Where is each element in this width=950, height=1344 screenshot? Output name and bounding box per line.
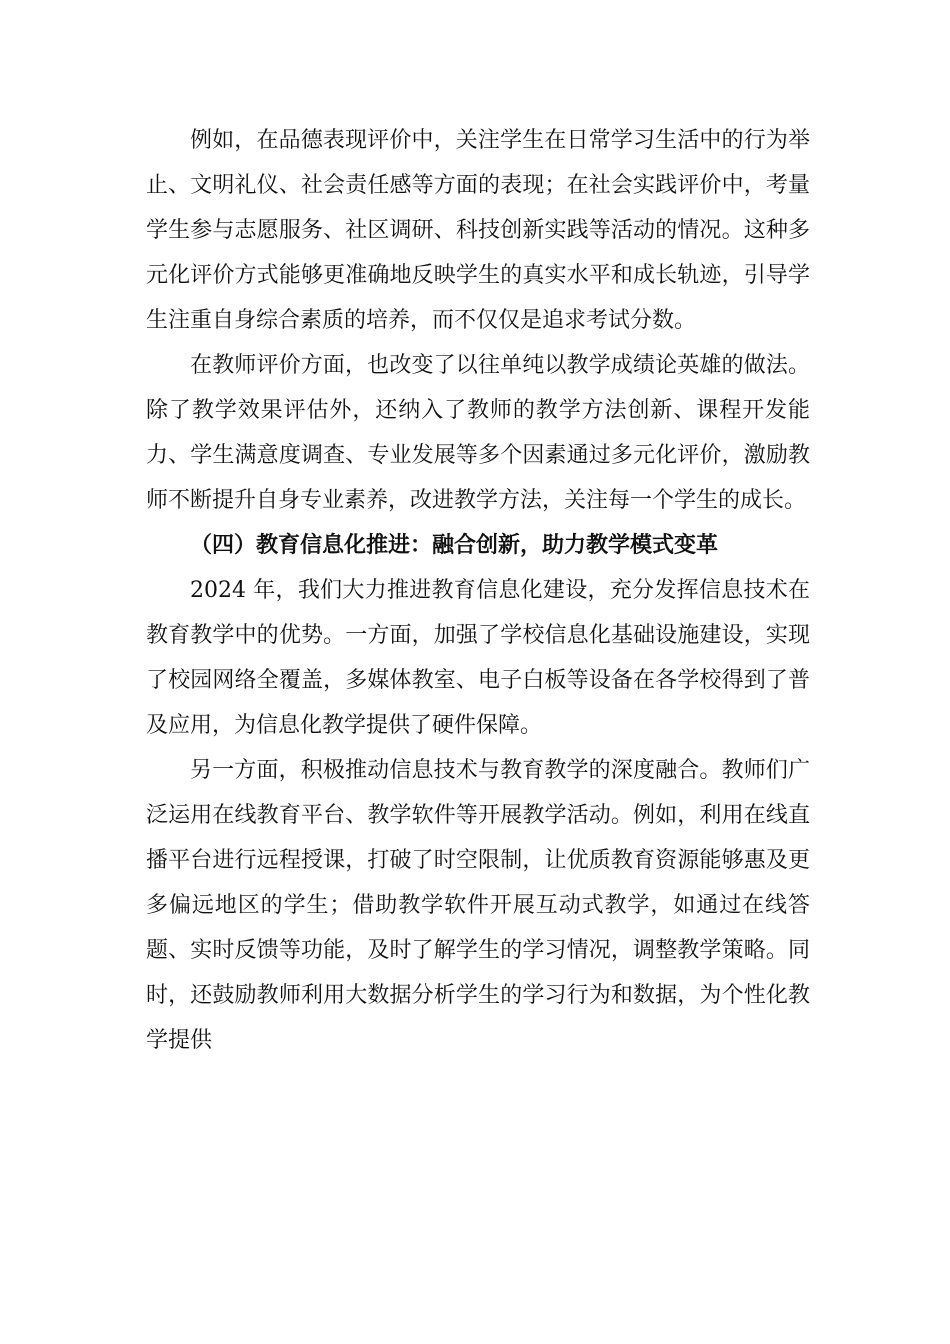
paragraph-student-evaluation: 例如，在品德表现评价中，关注学生在日常学习生活中的行为举止、文明礼仪、社会责任感等方面的表现；在社会实践评价中，考量学生参与志愿服务、社区调研、科技创新实践等活动的情况。这种多元化评价方式能够更准确地反映学生的真实水平和成长轨迹，引导学生注重自身综合素质的培养，而不仅仅是追求考试分数。 [146, 128, 810, 333]
section-heading: （四）教育信息化推进：融合创新，助力教学模式变革 [190, 532, 719, 558]
paragraph-teacher-evaluation: 在教师评价方面，也改变了以往单纯以教学成绩论英雄的做法。除了教学效果评估外，还纳入了教师的教学方法创新、课程开发能力、学生满意度调查、专业发展等多个因素通过多元化评价，激励教师不断提升自身专业素养，改进教学方法，关注每一个学生的成长。 [146, 353, 810, 513]
paragraph-infrastructure: 2024 年，我们大力推进教育信息化建设，充分发挥信息技术在教育教学中的优势。一方面，加强了学校信息化基础设施建设，实现了校园网络全覆盖，多媒体教室、电子白板等设备在各学校得到了普及应用，为信息化教学提供了硬件保障。 [146, 578, 810, 738]
document-body [146, 118, 810, 1063]
paragraph-integration: 另一方面，积极推动信息技术与教育教学的深度融合。教师们广泛运用在线教育平台、教学软件等开展教学活动。例如，利用在线直播平台进行远程授课，打破了时空限制，让优质教育资源能够惠及更多偏远地区的学生；借助教学软件开展互动式教学，如通过在线答题、实时反馈等功能，及时了解学生的学习情况，调整教学策略。同时，还鼓励教师利用大数据分析学生的学习行为和数据，为个性化教学提供 [146, 758, 810, 1053]
